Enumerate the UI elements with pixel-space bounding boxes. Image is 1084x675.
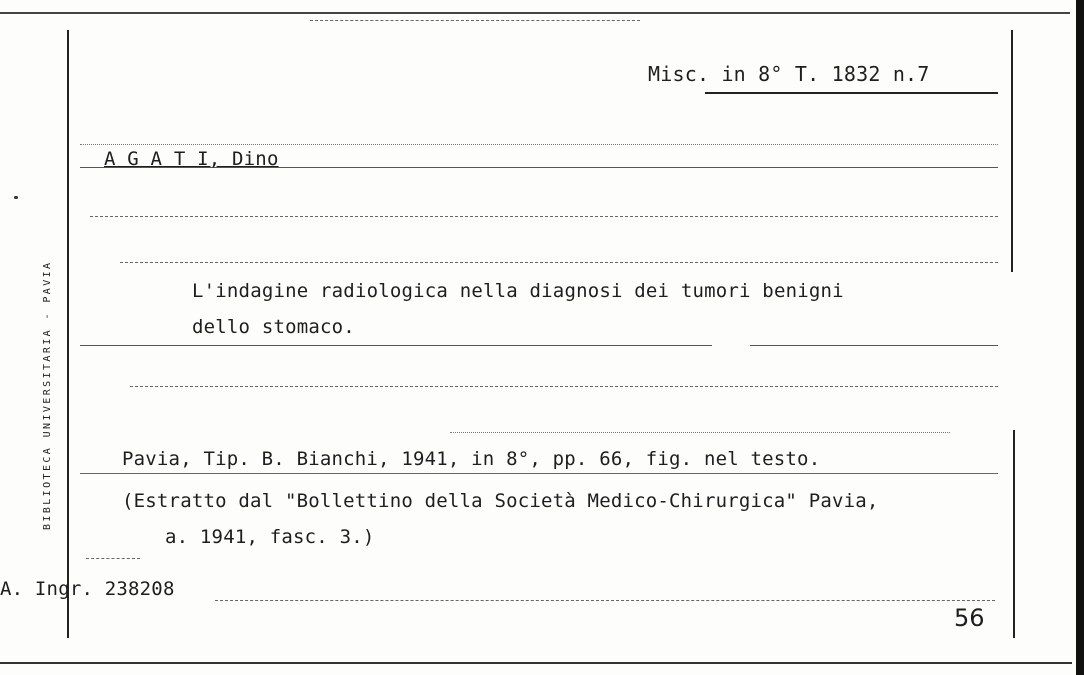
ruling-line (130, 386, 998, 387)
ruling-line (80, 144, 998, 145)
handwritten-number: 56 (954, 604, 985, 632)
top-faint-line (310, 20, 640, 21)
ruling-line (750, 345, 998, 346)
ruling-line (90, 216, 998, 217)
scan-speck (14, 196, 18, 199)
imprint-line-1: Pavia, Tip. B. Bianchi, 1941, in 8°, pp. 66, fig. nel testo. (122, 448, 821, 470)
accession-number: A. Ingr. 238208 (0, 578, 175, 600)
ruling-line (120, 262, 998, 263)
imprint-line-2: (Estratto dal "Bollettino della Società Medico-Chirurgica" Pavia, (122, 490, 879, 512)
ruling-line (215, 600, 995, 601)
scan-edge (1076, 0, 1084, 675)
ruling-line (80, 345, 712, 346)
imprint-line-3: a. 1941, fasc. 3.) (165, 526, 375, 548)
library-stamp: BIBLIOTECA UNIVERSITARIA - PAVIA (42, 260, 53, 530)
bottom-border-line (0, 662, 1072, 664)
left-margin-line (67, 30, 69, 638)
right-margin-line-lower (1013, 430, 1015, 638)
author-heading: A G A T I, Dino (104, 148, 279, 170)
right-margin-line-upper (1011, 30, 1013, 272)
top-border-line (0, 12, 1070, 14)
ruling-line (450, 432, 950, 433)
title-line-2: dello stomaco. (192, 316, 355, 338)
shelfmark-underline (705, 92, 998, 94)
ruling-line (86, 558, 140, 559)
ruling-line (80, 473, 998, 474)
shelfmark: Misc. in 8° T. 1832 n.7 (648, 62, 930, 86)
title-line-1: L'indagine radiologica nella diagnosi dei tumori benigni (192, 280, 844, 302)
